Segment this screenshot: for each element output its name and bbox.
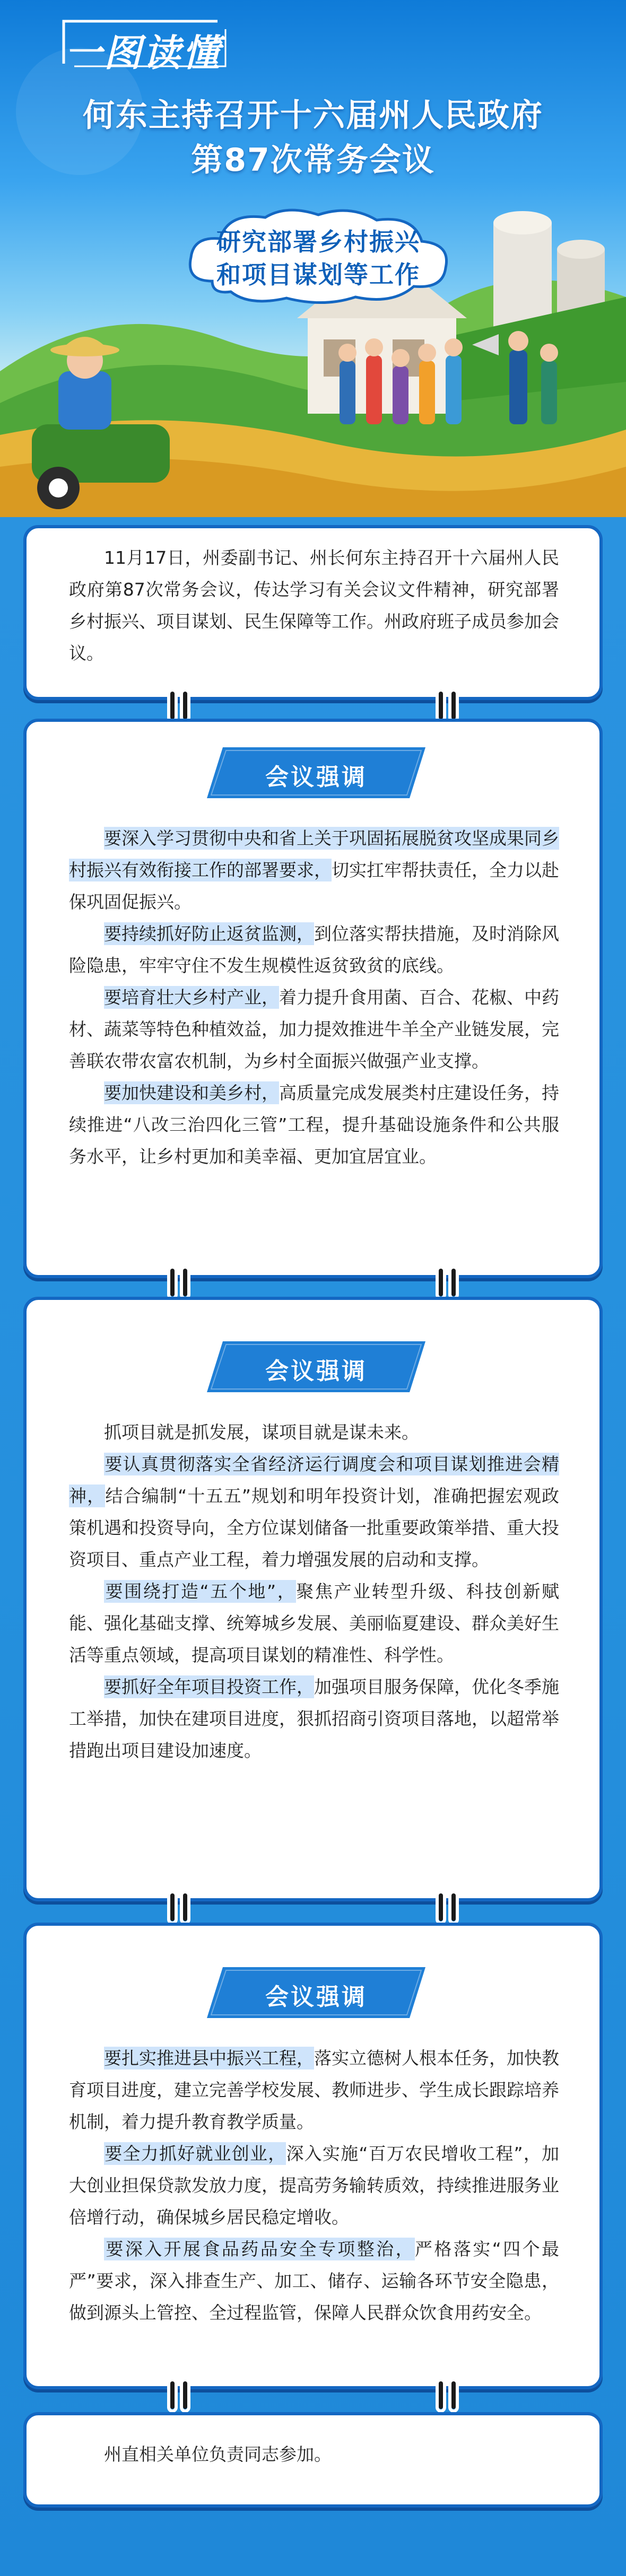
intro-text [69, 542, 559, 669]
item-lead: 要扎实推进县中振兴工程， [104, 2048, 314, 2068]
section-intro: 抓项目就是抓发展，谋项目就是谋未来。 [104, 1422, 419, 1443]
page-title-line2: 第87次常务会议 [191, 142, 435, 179]
list-item [69, 1671, 559, 1767]
item-lead: 要围绕打造“五个地”， [104, 1581, 297, 1602]
list-item [69, 1448, 559, 1576]
item-rest: 着力提升食用菌、百合、花椒、中药材、蔬菜等特色种植效益，加力提效推进牛羊全产业链发展，完善联农带农富农机制，为乡村全面振兴做强产业支撑。 [69, 987, 559, 1071]
list-item [69, 2233, 559, 2329]
item-rest: 严格落实“四个最严”要求，深入排查生产、加工、储存、运输各环节安全隐患，做到源头上管控、全过程监管，保障人民群众饮食用药安全。 [69, 2239, 559, 2323]
list-item [69, 982, 559, 1077]
section-title: 会议强调 [265, 764, 367, 791]
list-item [69, 918, 559, 982]
item-lead: 要加快建设和美乡村， [104, 1082, 279, 1103]
section-body [69, 823, 559, 1173]
list-item [69, 1576, 559, 1671]
item-rest: 聚焦产业转型升级、科技创新赋能、强化基础支撑、统筹城乡发展、美丽临夏建设、群众美好生活等重点领域，提高项目谋划的精准性、科学性。 [69, 1581, 559, 1665]
item-lead: 要培育壮大乡村产业， [104, 987, 279, 1008]
item-rest: 加强项目服务保障，优化冬季施工举措，加快在建项目进度，狠抓招商引资项目落地，以超常举措跑出项目建设加速度。 [69, 1676, 559, 1761]
item-lead: 要认真贯彻落实全省经济运行调度会和项目谋划推进会精神， [69, 1454, 559, 1506]
hero-banner [0, 0, 626, 517]
section-title: 会议强调 [265, 1358, 367, 1385]
item-rest: 深入实施“百万农民增收工程”，加大创业担保贷款发放力度，提高劳务输转质效，持续推进服务业倍增行动，确保城乡居民稳定增收。 [69, 2143, 559, 2228]
item-rest: 结合编制“十五五”规划和明年投资计划，准确把握宏观政策机遇和投资导向，全方位谋划储备一批重要政策举措、重大投资项目、重点产业工程，着力增强发展的启动和支撑。 [69, 1486, 559, 1570]
footer-paragraph: 州直相关单位负责同志参加。 [104, 2444, 332, 2465]
item-rest: 落实立德树人根本任务，加快教育项目进度，建立完善学校发展、教师进步、学生成长跟踪培养机制，着力提升教育教学质量。 [69, 2048, 559, 2132]
intro-paragraph: 11月17日，州委副书记、州长何东主持召开十六届州人民政府第87次常务会议，传达学习有关会议文件精神，研究部署乡村振兴、项目谋划、民生保障等工作。州政府班子成员参加会议。 [69, 547, 559, 663]
section-card-2 [23, 1297, 603, 1901]
item-rest: 到位落实帮扶措施，及时消除风险隐患，牢牢守住不发生规模性返贫致贫的底线。 [69, 923, 559, 976]
section-title: 会议强调 [265, 1984, 367, 2011]
list-item [69, 1077, 559, 1173]
subtitle-line1: 研究部署乡村振兴 [216, 228, 420, 256]
list-item [69, 823, 559, 918]
item-lead: 要深入学习贯彻中央和省上关于巩固拓展脱贫攻坚成果同乡村振兴有效衔接工作的部署要求， [69, 828, 559, 880]
footer-text [69, 2439, 559, 2470]
section-card-1 [23, 719, 603, 1278]
item-rest: 切实扛牢帮扶责任，全力以赴保巩固促振兴。 [69, 860, 559, 912]
item-lead: 要抓好全年项目投资工作， [104, 1676, 314, 1697]
footer-card [23, 2412, 603, 2508]
item-rest: 高质量完成发展类村庄建设任务，持续推进“八改三治四化三管”工程，提升基础设施条件和公共服务水平，让乡村更加和美幸福、更加宜居宜业。 [69, 1082, 559, 1167]
item-lead: 要全力抓好就业创业， [104, 2143, 286, 2164]
page-title-line1: 何东主持召开十六届州人民政府 [83, 97, 543, 134]
list-item [69, 2042, 559, 2138]
list-item [69, 2138, 559, 2233]
series-tag: 一图读懂 [65, 31, 222, 75]
subtitle-line2: 和项目谋划等工作 [216, 260, 420, 289]
section-body [69, 1417, 559, 1767]
section-card-3 [23, 1923, 603, 2389]
item-lead: 要持续抓好防止返贫监测， [104, 923, 314, 944]
section-body [69, 2042, 559, 2329]
intro-card [23, 525, 603, 700]
item-lead: 要深入开展食品药品安全专项整治， [104, 2239, 415, 2259]
